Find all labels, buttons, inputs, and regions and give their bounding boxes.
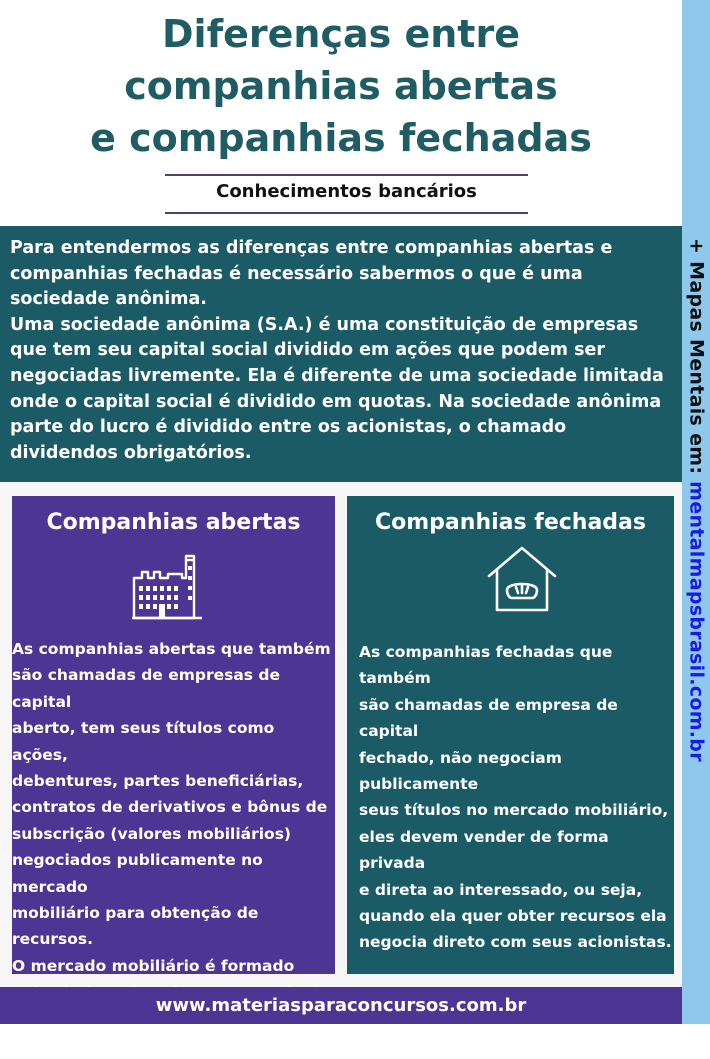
card-companhias-fechadas (347, 496, 674, 974)
card-line: mobiliário para obtenção de recursos. (12, 904, 259, 949)
page-title (0, 8, 682, 164)
intro-line: parte do lucro é dividido entre os acionistas, o chamado (10, 417, 567, 438)
card-line: As companhias abertas que também (12, 640, 331, 658)
card-title-abertas: Companhias abertas (46, 510, 301, 535)
intro-line: negociadas livremente. Ela é diferente de uma sociedade limitada (10, 365, 664, 386)
card-line: corretoras e etc... (12, 1036, 170, 1055)
intro-line: onde o capital social é dividido em quotas. Na sociedade anônima (10, 391, 662, 412)
card-line: quando ela quer obter recursos ela (359, 907, 667, 926)
card-line: fechado, não negociam publicamente (359, 748, 562, 794)
card-line: O mercado mobiliário é formado (12, 956, 295, 975)
card-title-fechadas: Companhias fechadas (375, 510, 646, 535)
intro-text (10, 236, 674, 466)
card-line: eles devem vender de forma privada (359, 827, 609, 873)
card-line: são chamadas de empresas de capital (12, 666, 281, 711)
side-banner-label: + Mapas Mentais em: (685, 238, 708, 482)
card-line: subscrição (valores mobiliários) (12, 824, 292, 843)
title-line-3: e companhias fechadas (90, 116, 592, 160)
card-text-fechadas (359, 639, 674, 956)
card-line: negocia direto com seus acionistas. (359, 933, 672, 952)
subtitle: Conhecimentos bancários (216, 181, 477, 202)
side-banner-text[interactable] (687, 238, 706, 762)
card-companhias-abertas (12, 496, 335, 1055)
intro-line: companhias fechadas é necessário sabermos o que é uma (10, 263, 583, 284)
factory-icon (130, 550, 204, 622)
house-bread-icon (485, 544, 559, 614)
card-line: aberto, tem seus títulos como ações, (12, 719, 275, 764)
card-line: contratos de derivativos e bônus de (12, 798, 328, 817)
card-line: debentures, partes beneficiárias, (12, 772, 304, 791)
intro-line: que tem seu capital social dividido em ações que podem ser (10, 340, 606, 361)
card-line: e direta ao interessado, ou seja, (359, 880, 643, 899)
card-line: negociados publicamente no mercado (12, 851, 263, 896)
subtitle-divider-bottom (165, 212, 528, 214)
intro-line: Uma sociedade anônima (S.A.) é uma constituição de empresas (10, 314, 639, 335)
footer-url[interactable]: www.materiasparaconcursos.com.br (0, 987, 682, 1024)
intro-line: Para entendermos as diferenças entre companhias abertas e (10, 238, 613, 258)
title-line-1: Diferenças entre (162, 12, 520, 56)
card-line: As companhias fechadas que também (359, 643, 613, 688)
card-line: seus títulos no mercado mobiliário, (359, 801, 669, 820)
title-line-2: companhias abertas (124, 64, 558, 108)
side-banner-url[interactable]: mentalmapsbrasil.com.br (685, 481, 708, 762)
subtitle-divider-top (165, 174, 528, 176)
intro-line: dividendos obrigatórios. (10, 442, 252, 463)
card-line: são chamadas de empresa de capital (359, 695, 618, 741)
intro-panel (0, 226, 682, 482)
intro-line: sociedade anônima. (10, 289, 207, 310)
